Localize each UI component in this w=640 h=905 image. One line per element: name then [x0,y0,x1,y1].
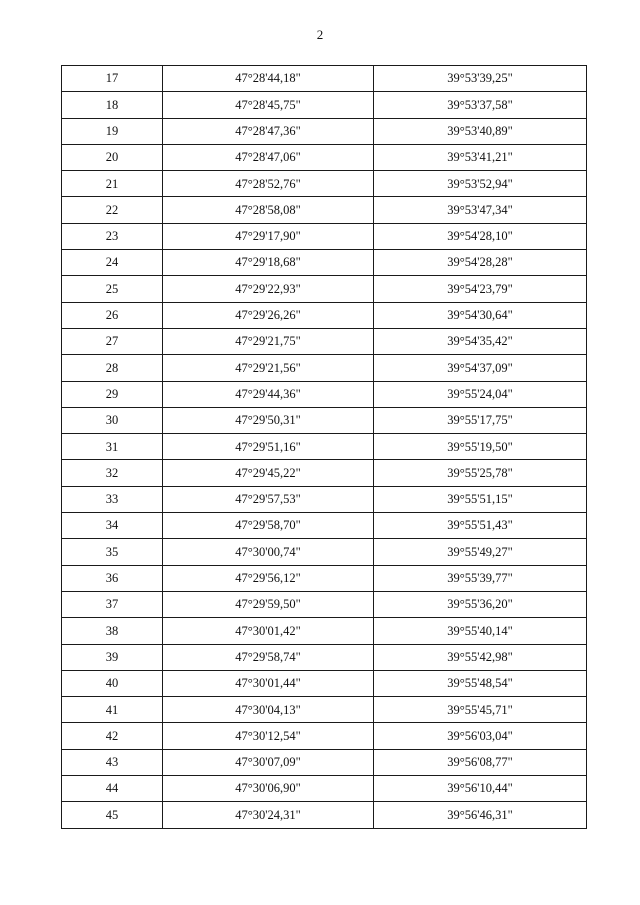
point-number-cell: 19 [62,118,163,144]
table-row [62,118,587,144]
latitude-cell: 47°29'56,12" [163,565,374,591]
table-row [62,644,587,670]
table-row [62,723,587,749]
longitude-cell: 39°54'28,28" [374,250,587,276]
table-row [62,144,587,170]
longitude-cell: 39°54'37,09" [374,355,587,381]
longitude-cell: 39°53'41,21" [374,144,587,170]
table-row [62,460,587,486]
latitude-cell: 47°30'06,90" [163,776,374,802]
table-row [62,276,587,302]
table-row [62,407,587,433]
table-row [62,92,587,118]
latitude-cell: 47°30'12,54" [163,723,374,749]
longitude-cell: 39°54'30,64" [374,302,587,328]
point-number-cell: 17 [62,66,163,92]
latitude-cell: 47°29'26,26" [163,302,374,328]
latitude-cell: 47°29'21,56" [163,355,374,381]
latitude-cell: 47°29'18,68" [163,250,374,276]
point-number-cell: 43 [62,749,163,775]
table-row [62,302,587,328]
latitude-cell: 47°30'00,74" [163,539,374,565]
longitude-cell: 39°55'17,75" [374,407,587,433]
latitude-cell: 47°30'01,42" [163,618,374,644]
point-number-cell: 20 [62,144,163,170]
latitude-cell: 47°28'47,06" [163,144,374,170]
table-row [62,355,587,381]
latitude-cell: 47°30'04,13" [163,697,374,723]
point-number-cell: 38 [62,618,163,644]
longitude-cell: 39°55'25,78" [374,460,587,486]
point-number-cell: 34 [62,513,163,539]
longitude-cell: 39°56'46,31" [374,802,587,828]
point-number-cell: 44 [62,776,163,802]
longitude-cell: 39°55'24,04" [374,381,587,407]
latitude-cell: 47°29'58,74" [163,644,374,670]
longitude-cell: 39°53'37,58" [374,92,587,118]
longitude-cell: 39°53'40,89" [374,118,587,144]
latitude-cell: 47°28'52,76" [163,171,374,197]
point-number-cell: 41 [62,697,163,723]
table-row [62,539,587,565]
latitude-cell: 47°29'17,90" [163,223,374,249]
table-row [62,486,587,512]
table-row [62,197,587,223]
longitude-cell: 39°55'42,98" [374,644,587,670]
table-row [62,802,587,828]
point-number-cell: 35 [62,539,163,565]
table-row [62,618,587,644]
latitude-cell: 47°29'22,93" [163,276,374,302]
point-number-cell: 23 [62,223,163,249]
latitude-cell: 47°30'07,09" [163,749,374,775]
point-number-cell: 18 [62,92,163,118]
coordinates-table [61,65,587,829]
longitude-cell: 39°55'51,43" [374,513,587,539]
point-number-cell: 39 [62,644,163,670]
latitude-cell: 47°28'44,18" [163,66,374,92]
longitude-cell: 39°54'35,42" [374,328,587,354]
point-number-cell: 31 [62,434,163,460]
latitude-cell: 47°29'50,31" [163,407,374,433]
point-number-cell: 40 [62,670,163,696]
longitude-cell: 39°55'49,27" [374,539,587,565]
latitude-cell: 47°29'51,16" [163,434,374,460]
point-number-cell: 32 [62,460,163,486]
longitude-cell: 39°55'45,71" [374,697,587,723]
latitude-cell: 47°30'01,44" [163,670,374,696]
point-number-cell: 42 [62,723,163,749]
point-number-cell: 45 [62,802,163,828]
table-row [62,66,587,92]
longitude-cell: 39°55'36,20" [374,591,587,617]
latitude-cell: 47°28'45,75" [163,92,374,118]
point-number-cell: 24 [62,250,163,276]
point-number-cell: 26 [62,302,163,328]
point-number-cell: 37 [62,591,163,617]
table-row [62,434,587,460]
coordinates-table-body [62,66,587,829]
table-row [62,670,587,696]
table-row [62,513,587,539]
table-row [62,749,587,775]
longitude-cell: 39°56'10,44" [374,776,587,802]
latitude-cell: 47°29'45,22" [163,460,374,486]
longitude-cell: 39°55'19,50" [374,434,587,460]
longitude-cell: 39°55'39,77" [374,565,587,591]
point-number-cell: 22 [62,197,163,223]
table-row [62,250,587,276]
table-row [62,565,587,591]
point-number-cell: 21 [62,171,163,197]
longitude-cell: 39°55'51,15" [374,486,587,512]
longitude-cell: 39°55'40,14" [374,618,587,644]
point-number-cell: 33 [62,486,163,512]
table-row [62,776,587,802]
point-number-cell: 25 [62,276,163,302]
latitude-cell: 47°29'21,75" [163,328,374,354]
longitude-cell: 39°54'23,79" [374,276,587,302]
longitude-cell: 39°53'52,94" [374,171,587,197]
point-number-cell: 27 [62,328,163,354]
longitude-cell: 39°54'28,10" [374,223,587,249]
table-row [62,591,587,617]
table-row [62,697,587,723]
longitude-cell: 39°56'03,04" [374,723,587,749]
latitude-cell: 47°29'59,50" [163,591,374,617]
latitude-cell: 47°29'44,36" [163,381,374,407]
latitude-cell: 47°28'47,36" [163,118,374,144]
point-number-cell: 28 [62,355,163,381]
latitude-cell: 47°28'58,08" [163,197,374,223]
latitude-cell: 47°29'57,53" [163,486,374,512]
point-number-cell: 30 [62,407,163,433]
point-number-cell: 29 [62,381,163,407]
latitude-cell: 47°30'24,31" [163,802,374,828]
point-number-cell: 36 [62,565,163,591]
table-row [62,223,587,249]
longitude-cell: 39°53'47,34" [374,197,587,223]
table-row [62,328,587,354]
latitude-cell: 47°29'58,70" [163,513,374,539]
table-row [62,381,587,407]
table-row [62,171,587,197]
page-number: 2 [316,27,324,42]
longitude-cell: 39°56'08,77" [374,749,587,775]
longitude-cell: 39°53'39,25" [374,66,587,92]
longitude-cell: 39°55'48,54" [374,670,587,696]
